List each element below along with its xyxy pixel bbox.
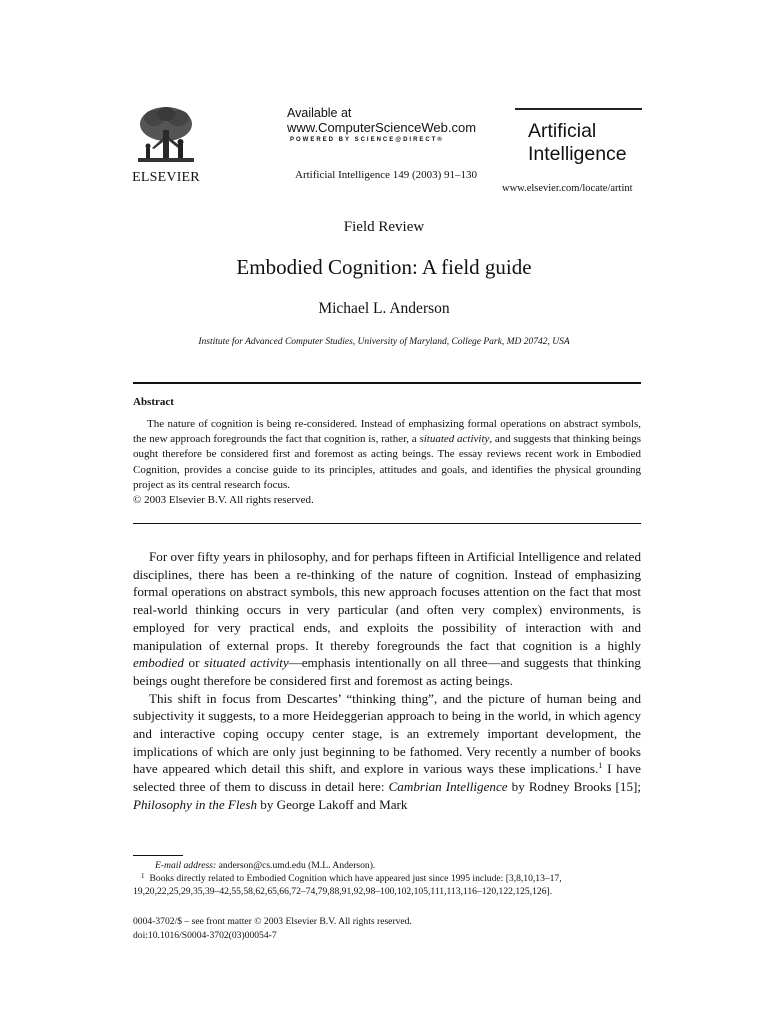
elsevier-tree-icon: [134, 104, 198, 168]
p1-text-b: or: [183, 655, 205, 671]
p2-text-b: I have selected three of them to discuss in detail here:: [133, 761, 641, 795]
p1-text-c: —emphasis intentionally on all three—and suggests that thinking beings ought therefore be considered first and foremost as acting beings.: [133, 655, 641, 688]
abstract-rule-bottom: [133, 523, 641, 524]
footnote-ref-1[interactable]: 1: [598, 761, 603, 771]
abstract-body: [133, 417, 641, 508]
footnote-1-text: Books directly related to Embodied Cognition which have appeared just since 1995 include: [3,8,10,13–17, 19,20,22,25,29,35,39–42,55,58,62,65,66,72–74,79,88,91,92,98–100,102,105,111,113,116–120,122,125,126].: [133, 873, 562, 897]
p1-italic-2: situated activity: [204, 655, 289, 671]
abstract-copyright: © 2003 Elsevier B.V. All rights reserved.: [133, 494, 314, 507]
p1-text-a: For over fifty years in philosophy, and for perhaps fifteen in Artificial Intelligence and related disciplines, there has been a re-thinking of the nature of cognition. Instead of emphasizing formal operations on abstract symbols, this new approach focuses attention on the fact that most real-world thinking occurs in very particular (and often very complex) environments, is employed for very practical ends, and exploits the possibility of interaction with and manipulation of external props. It thereby foregrounds the fact that cognition is a highly: [133, 549, 641, 653]
author-name: Michael L. Anderson: [318, 300, 450, 317]
elsevier-wordmark: ELSEVIER: [132, 170, 200, 185]
p1-italic-1: embodied: [133, 655, 184, 671]
abstract-rule-top: [133, 382, 641, 384]
abstract-paragraph: [133, 417, 641, 493]
body-paragraph-1: [133, 548, 641, 690]
section-label: Field Review: [343, 219, 425, 235]
journal-logo-line1: Artificial: [528, 120, 597, 142]
p2-text-d: by George Lakoff and Mark: [257, 796, 408, 812]
p2-text-c: by Rodney Brooks [15];: [507, 779, 641, 795]
elsevier-logo: [128, 104, 208, 186]
journal-logo-rule-top: [515, 108, 642, 110]
computersciencweb-link[interactable]: www.ComputerScienceWeb.com: [287, 120, 477, 135]
journal-reference: Artificial Intelligence 149 (2003) 91–130: [295, 169, 478, 181]
author-affiliation: Institute for Advanced Computer Studies, University of Maryland, College Park, MD 20742, USA: [198, 337, 570, 347]
article-title: Embodied Cognition: A field guide: [236, 255, 532, 279]
p2-text-a: This shift in focus from Descartes’ “thinking thing”, and the picture of human being and subjectivity it suggests, to a more Heideggerian approach to being in the world, in which agency and interactive coping occupy center stage, is an extremely important development, the implications of which are only just beginning to be fathomed. Very recently a number of books have appeared which detail this shift, and explore in various ways these implications.: [133, 690, 641, 777]
main-text: [133, 548, 641, 814]
p2-italic-1: Cambrian Intelligence: [388, 779, 508, 795]
abstract-heading: Abstract: [133, 396, 174, 408]
body-paragraph-2: [133, 690, 641, 814]
doi-line[interactable]: doi:10.1016/S0004-3702(03)00054-7: [133, 930, 277, 941]
journal-logo: [528, 120, 627, 166]
issn-line: 0004-3702/$ – see front matter © 2003 Elsevier B.V. All rights reserved.: [133, 916, 412, 927]
footnote-email: [133, 859, 641, 872]
article-meta: [133, 915, 412, 943]
journal-logo-line2: Intelligence: [528, 143, 627, 165]
abstract-text-2: , and suggests that thinking beings ought therefore be considered first and foremost as acting beings. The essay reviews recent work in Embodied Cognition, provides a concise guide to its principles, attitudes and goals, and identifies the physical grounding project as its central research focus.: [133, 433, 642, 491]
powered-by-sciencedirect: POWERED BY SCIENCE@DIRECT®: [290, 137, 444, 143]
footnote-1-mark: 1: [141, 872, 145, 880]
footnote-1: [133, 872, 641, 898]
journal-url[interactable]: www.elsevier.com/locate/artint: [502, 183, 633, 194]
email-label: E-mail address:: [155, 860, 217, 871]
footnote-rule: [133, 855, 183, 856]
available-at-label: Available at: [287, 106, 352, 120]
footnotes: [133, 859, 641, 898]
p2-italic-2: Philosophy in the Flesh: [133, 796, 258, 812]
abstract-text-1: The nature of cognition is being re-considered. Instead of emphasizing formal operations on abstract symbols, the new approach foregrounds the fact that cognition is, rather, a: [133, 418, 641, 446]
email-value[interactable]: anderson@cs.umd.edu (M.L. Anderson).: [216, 860, 376, 871]
abstract-italic-1: situated activity: [419, 433, 490, 446]
